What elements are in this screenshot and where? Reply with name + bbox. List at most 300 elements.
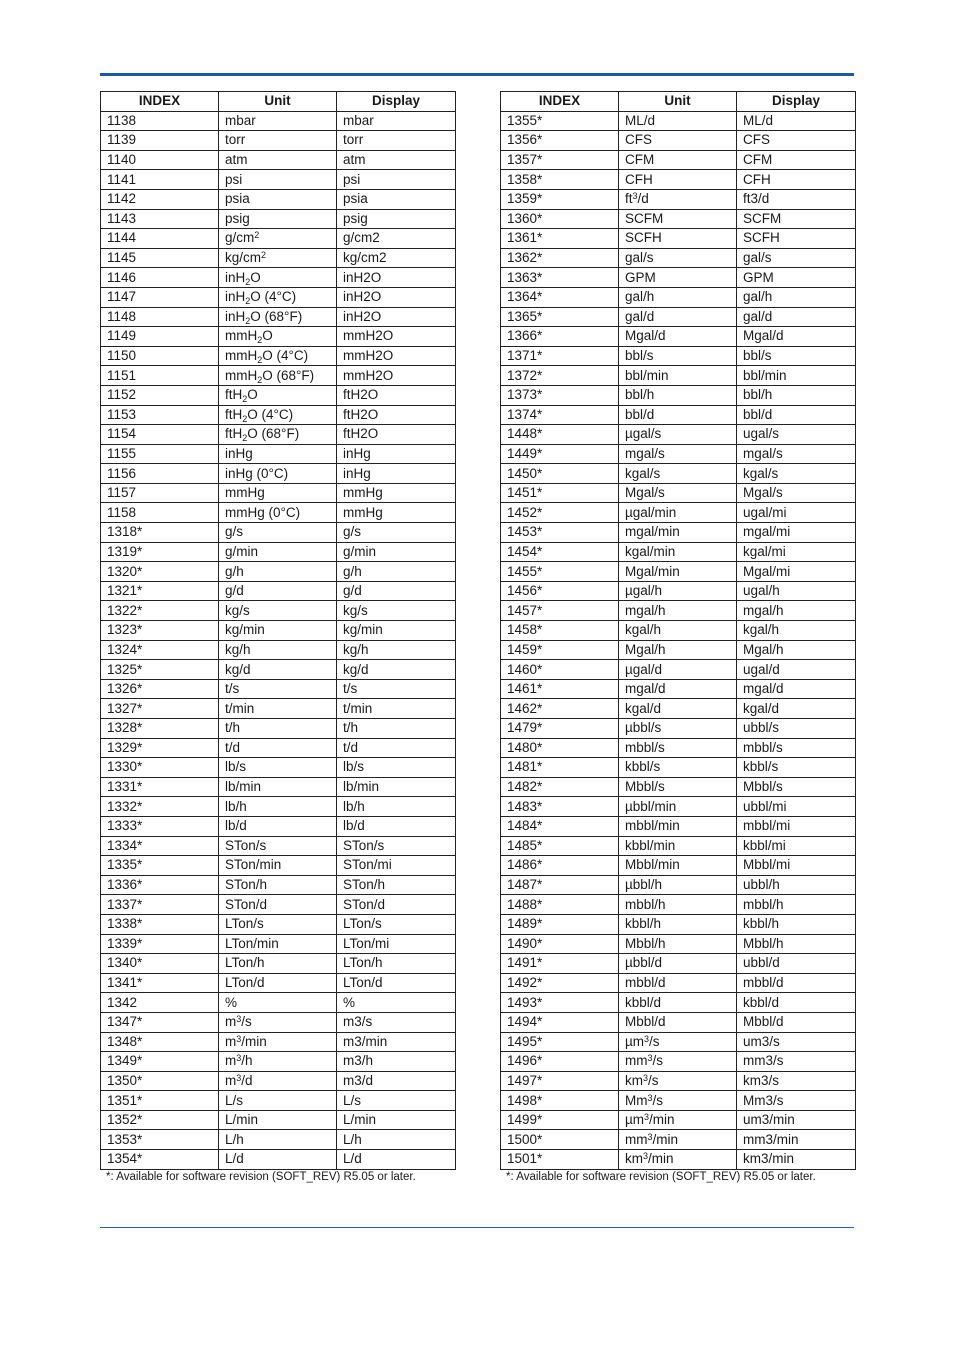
- unit-cell: t/h: [219, 719, 337, 739]
- table-row: [501, 1150, 856, 1170]
- index-cell: 1328*: [101, 719, 219, 739]
- unit-cell: kgal/d: [619, 699, 737, 719]
- unit-cell: STon/min: [219, 856, 337, 876]
- index-cell: 1454*: [501, 542, 619, 562]
- display-cell: kgal/mi: [737, 542, 856, 562]
- table-row: [101, 562, 456, 582]
- index-cell: 1154: [101, 425, 219, 445]
- index-cell: 1152: [101, 385, 219, 405]
- index-cell: 1491*: [501, 954, 619, 974]
- index-cell: 1449*: [501, 444, 619, 464]
- display-cell: g/h: [337, 562, 456, 582]
- unit-cell: mbbl/s: [619, 738, 737, 758]
- unit-header: Unit: [219, 92, 337, 112]
- table-row: [501, 581, 856, 601]
- display-cell: kbbl/h: [737, 914, 856, 934]
- table-row: [101, 719, 456, 739]
- index-cell: 1323*: [101, 621, 219, 641]
- unit-cell: kg/d: [219, 660, 337, 680]
- display-cell: gal/d: [737, 307, 856, 327]
- index-cell: 1498*: [501, 1091, 619, 1111]
- table-row: [101, 189, 456, 209]
- display-cell: LTon/mi: [337, 934, 456, 954]
- display-cell: Mbbl/h: [737, 934, 856, 954]
- index-cell: 1479*: [501, 719, 619, 739]
- table-row: [501, 875, 856, 895]
- table-row: [501, 562, 856, 582]
- table-row: [501, 1110, 856, 1130]
- table-row: [101, 1150, 456, 1170]
- unit-cell: gal/s: [619, 248, 737, 268]
- table-row: [101, 895, 456, 915]
- table-row: [101, 327, 456, 347]
- table-row: [501, 464, 856, 484]
- display-cell: ft3/d: [737, 189, 856, 209]
- index-cell: 1459*: [501, 640, 619, 660]
- unit-cell: inH$_2$O (68°F): [219, 307, 337, 327]
- index-cell: 1352*: [101, 1110, 219, 1130]
- index-cell: 1360*: [501, 209, 619, 229]
- display-cell: gal/h: [737, 287, 856, 307]
- unit-cell: STon/s: [219, 836, 337, 856]
- unit-cell: ML/d: [619, 111, 737, 131]
- unit-cell: µgal/s: [619, 425, 737, 445]
- unit-cell: g/s: [219, 523, 337, 543]
- table-row: [101, 307, 456, 327]
- display-cell: kgal/d: [737, 699, 856, 719]
- table-row: [501, 640, 856, 660]
- table-row: [501, 660, 856, 680]
- display-cell: ftH2O: [337, 385, 456, 405]
- table-row: [501, 523, 856, 543]
- table-row: [501, 973, 856, 993]
- index-cell: 1461*: [501, 679, 619, 699]
- display-cell: ugal/mi: [737, 503, 856, 523]
- table-row: [101, 503, 456, 523]
- table-row: [501, 758, 856, 778]
- unit-cell: kbbl/min: [619, 836, 737, 856]
- table-row: [101, 836, 456, 856]
- display-cell: kg/s: [337, 601, 456, 621]
- display-cell: mbbl/mi: [737, 816, 856, 836]
- index-cell: 1158: [101, 503, 219, 523]
- index-cell: 1453*: [501, 523, 619, 543]
- table-row: [101, 1012, 456, 1032]
- table-row: [501, 346, 856, 366]
- table-row: [501, 150, 856, 170]
- display-cell: atm: [337, 150, 456, 170]
- display-cell: m3/h: [337, 1052, 456, 1072]
- index-header: INDEX: [501, 92, 619, 112]
- index-cell: 1144: [101, 229, 219, 249]
- table-row: [101, 366, 456, 386]
- index-cell: 1333*: [101, 816, 219, 836]
- display-cell: ftH2O: [337, 425, 456, 445]
- index-cell: 1340*: [101, 954, 219, 974]
- unit-cell: LTon/h: [219, 954, 337, 974]
- index-cell: 1362*: [501, 248, 619, 268]
- table-row: [101, 346, 456, 366]
- unit-cell: $mm^3/s$: [619, 1052, 737, 1072]
- index-cell: 1338*: [101, 914, 219, 934]
- display-cell: bbl/s: [737, 346, 856, 366]
- table-row: [101, 229, 456, 249]
- display-cell: t/h: [337, 719, 456, 739]
- unit-cell: µm$^3$/min: [619, 1110, 737, 1130]
- unit-cell: t/s: [219, 679, 337, 699]
- table-row: [501, 1052, 856, 1072]
- display-cell: inHg: [337, 464, 456, 484]
- table-row: [501, 307, 856, 327]
- index-cell: 1339*: [101, 934, 219, 954]
- index-cell: 1153: [101, 405, 219, 425]
- index-cell: 1484*: [501, 816, 619, 836]
- index-cell: 1320*: [101, 562, 219, 582]
- table-row: [501, 131, 856, 151]
- display-cell: STon/d: [337, 895, 456, 915]
- index-cell: 1496*: [501, 1052, 619, 1072]
- table-header-row: [501, 92, 856, 112]
- index-cell: 1480*: [501, 738, 619, 758]
- index-header: INDEX: [101, 92, 219, 112]
- display-cell: Mbbl/s: [737, 777, 856, 797]
- table-row: [501, 425, 856, 445]
- index-cell: 1359*: [501, 189, 619, 209]
- display-cell: Mgal/h: [737, 640, 856, 660]
- index-cell: 1353*: [101, 1130, 219, 1150]
- display-cell: ML/d: [737, 111, 856, 131]
- unit-cell: LTon/d: [219, 973, 337, 993]
- display-header: Display: [737, 92, 856, 112]
- table-row: [101, 934, 456, 954]
- display-cell: g/d: [337, 581, 456, 601]
- unit-cell: lb/d: [219, 816, 337, 836]
- display-cell: mmHg: [337, 483, 456, 503]
- display-cell: inH2O: [337, 307, 456, 327]
- index-cell: 1373*: [501, 385, 619, 405]
- display-cell: Mbbl/mi: [737, 856, 856, 876]
- unit-cell: µgal/h: [619, 581, 737, 601]
- index-cell: 1335*: [101, 856, 219, 876]
- display-cell: ubbl/mi: [737, 797, 856, 817]
- display-cell: L/h: [337, 1130, 456, 1150]
- unit-cell: lb/s: [219, 758, 337, 778]
- unit-cell: µm$^3$/s: [619, 1032, 737, 1052]
- table-row: [501, 1012, 856, 1032]
- unit-cell: kbbl/h: [619, 914, 737, 934]
- table-row: [101, 523, 456, 543]
- unit-cell: Mbbl/s: [619, 777, 737, 797]
- table-row: [501, 797, 856, 817]
- table-row: [501, 934, 856, 954]
- display-cell: lb/h: [337, 797, 456, 817]
- display-cell: ubbl/d: [737, 954, 856, 974]
- index-cell: 1451*: [501, 483, 619, 503]
- index-cell: 1481*: [501, 758, 619, 778]
- table-row: [101, 797, 456, 817]
- index-cell: 1150: [101, 346, 219, 366]
- display-cell: lb/d: [337, 816, 456, 836]
- display-cell: inH2O: [337, 268, 456, 288]
- unit-cell: psi: [219, 170, 337, 190]
- index-cell: 1327*: [101, 699, 219, 719]
- table-row: [101, 1091, 456, 1111]
- unit-cell: LTon/s: [219, 914, 337, 934]
- display-cell: t/s: [337, 679, 456, 699]
- unit-cell: µbbl/min: [619, 797, 737, 817]
- table-row: [101, 954, 456, 974]
- unit-cell: mmH$_2$O: [219, 327, 337, 347]
- index-cell: 1482*: [501, 777, 619, 797]
- display-cell: STon/mi: [337, 856, 456, 876]
- display-cell: mmH2O: [337, 366, 456, 386]
- index-cell: 1483*: [501, 797, 619, 817]
- table-row: [501, 601, 856, 621]
- index-cell: 1329*: [101, 738, 219, 758]
- table-row: [101, 1032, 456, 1052]
- index-cell: 1347*: [101, 1012, 219, 1032]
- unit-cell: inHg: [219, 444, 337, 464]
- index-cell: 1342: [101, 993, 219, 1013]
- table-row: [501, 542, 856, 562]
- display-cell: inHg: [337, 444, 456, 464]
- index-cell: 1371*: [501, 346, 619, 366]
- unit-cell: $kg/cm^2$: [219, 248, 337, 268]
- index-cell: 1142: [101, 189, 219, 209]
- unit-cell: mgal/s: [619, 444, 737, 464]
- index-cell: 1156: [101, 464, 219, 484]
- display-cell: mgal/mi: [737, 523, 856, 543]
- unit-cell: SCFH: [619, 229, 737, 249]
- table-row: [501, 621, 856, 641]
- display-cell: inH2O: [337, 287, 456, 307]
- table-row: [101, 777, 456, 797]
- unit-cell: ftH$_2$O: [219, 385, 337, 405]
- table-row: [101, 914, 456, 934]
- table-row: [501, 170, 856, 190]
- table-row: [501, 856, 856, 876]
- display-cell: lb/s: [337, 758, 456, 778]
- table-row: [101, 483, 456, 503]
- index-cell: 1321*: [101, 581, 219, 601]
- index-cell: 1138: [101, 111, 219, 131]
- table-row: [501, 679, 856, 699]
- unit-table-right: [500, 91, 856, 1170]
- display-cell: mgal/s: [737, 444, 856, 464]
- unit-cell: atm: [219, 150, 337, 170]
- display-cell: um3/s: [737, 1032, 856, 1052]
- index-cell: 1450*: [501, 464, 619, 484]
- display-cell: kg/d: [337, 660, 456, 680]
- table-row: [101, 621, 456, 641]
- index-cell: 1354*: [101, 1150, 219, 1170]
- unit-cell: mbbl/min: [619, 816, 737, 836]
- display-cell: SCFM: [737, 209, 856, 229]
- table-row: [501, 268, 856, 288]
- table-row: [501, 189, 856, 209]
- unit-table-left: [100, 91, 456, 1170]
- table-row: [101, 699, 456, 719]
- index-cell: 1366*: [501, 327, 619, 347]
- unit-cell: bbl/s: [619, 346, 737, 366]
- index-cell: 1493*: [501, 993, 619, 1013]
- index-cell: 1486*: [501, 856, 619, 876]
- index-cell: 1334*: [101, 836, 219, 856]
- unit-cell: Mbbl/min: [619, 856, 737, 876]
- display-cell: bbl/d: [737, 405, 856, 425]
- table-row: [501, 444, 856, 464]
- display-cell: psia: [337, 189, 456, 209]
- display-cell: %: [337, 993, 456, 1013]
- index-cell: 1495*: [501, 1032, 619, 1052]
- index-cell: 1332*: [101, 797, 219, 817]
- unit-cell: kg/h: [219, 640, 337, 660]
- table-row: [501, 248, 856, 268]
- table-row: [501, 287, 856, 307]
- index-cell: 1361*: [501, 229, 619, 249]
- index-cell: 1151: [101, 366, 219, 386]
- display-cell: CFM: [737, 150, 856, 170]
- index-cell: 1140: [101, 150, 219, 170]
- index-cell: 1494*: [501, 1012, 619, 1032]
- index-cell: 1337*: [101, 895, 219, 915]
- index-cell: 1374*: [501, 405, 619, 425]
- table-row: [101, 816, 456, 836]
- index-cell: 1341*: [101, 973, 219, 993]
- table-row: [101, 170, 456, 190]
- display-cell: mm3/s: [737, 1052, 856, 1072]
- index-cell: 1155: [101, 444, 219, 464]
- header-rule: [100, 73, 854, 76]
- table-row: [501, 229, 856, 249]
- table-row: [101, 542, 456, 562]
- display-cell: Mbbl/d: [737, 1012, 856, 1032]
- unit-cell: GPM: [619, 268, 737, 288]
- display-cell: ubbl/s: [737, 719, 856, 739]
- display-cell: mgal/d: [737, 679, 856, 699]
- display-cell: L/d: [337, 1150, 456, 1170]
- display-cell: kg/cm2: [337, 248, 456, 268]
- index-cell: 1355*: [501, 111, 619, 131]
- display-cell: lb/min: [337, 777, 456, 797]
- display-cell: Mgal/d: [737, 327, 856, 347]
- index-cell: 1141: [101, 170, 219, 190]
- table-row: [101, 464, 456, 484]
- unit-cell: Mm$^3$/s: [619, 1091, 737, 1111]
- unit-cell: psig: [219, 209, 337, 229]
- unit-cell: bbl/d: [619, 405, 737, 425]
- unit-cell: µbbl/h: [619, 875, 737, 895]
- unit-cell: t/d: [219, 738, 337, 758]
- index-cell: 1364*: [501, 287, 619, 307]
- display-cell: bbl/min: [737, 366, 856, 386]
- index-cell: 1146: [101, 268, 219, 288]
- table-row: [501, 954, 856, 974]
- table-row: [101, 679, 456, 699]
- display-cell: SCFH: [737, 229, 856, 249]
- unit-cell: mmH$_2$O (68°F): [219, 366, 337, 386]
- table-row: [101, 581, 456, 601]
- unit-cell: STon/h: [219, 875, 337, 895]
- index-cell: 1139: [101, 131, 219, 151]
- index-cell: 1458*: [501, 621, 619, 641]
- unit-cell: Mgal/min: [619, 562, 737, 582]
- index-cell: 1488*: [501, 895, 619, 915]
- table-row: [101, 993, 456, 1013]
- unit-cell: bbl/h: [619, 385, 737, 405]
- display-cell: ugal/d: [737, 660, 856, 680]
- table-row: [501, 1091, 856, 1111]
- display-cell: Mgal/mi: [737, 562, 856, 582]
- unit-header: Unit: [619, 92, 737, 112]
- unit-cell: bbl/min: [619, 366, 737, 386]
- unit-cell: Mgal/d: [619, 327, 737, 347]
- unit-cell: STon/d: [219, 895, 337, 915]
- display-cell: LTon/s: [337, 914, 456, 934]
- index-cell: 1330*: [101, 758, 219, 778]
- left-table-body: [101, 111, 456, 1169]
- unit-cell: $km^3/\min$: [619, 1150, 737, 1170]
- display-cell: t/d: [337, 738, 456, 758]
- unit-cell: CFM: [619, 150, 737, 170]
- unit-cell: µgal/d: [619, 660, 737, 680]
- display-cell: psig: [337, 209, 456, 229]
- unit-cell: kgal/h: [619, 621, 737, 641]
- index-cell: 1363*: [501, 268, 619, 288]
- table-row: [101, 385, 456, 405]
- unit-cell: mgal/d: [619, 679, 737, 699]
- table-row: [101, 209, 456, 229]
- display-cell: kgal/h: [737, 621, 856, 641]
- table-row: [101, 1110, 456, 1130]
- display-cell: Mm3/s: [737, 1091, 856, 1111]
- unit-cell: mgal/h: [619, 601, 737, 621]
- display-cell: km3/min: [737, 1150, 856, 1170]
- unit-cell: SCFM: [619, 209, 737, 229]
- table-row: [101, 640, 456, 660]
- display-cell: t/min: [337, 699, 456, 719]
- display-cell: g/cm2: [337, 229, 456, 249]
- unit-cell: inH$_2$O (4°C): [219, 287, 337, 307]
- display-header: Display: [337, 92, 456, 112]
- index-cell: 1490*: [501, 934, 619, 954]
- unit-cell: mbar: [219, 111, 337, 131]
- display-cell: kbbl/d: [737, 993, 856, 1013]
- table-row: [501, 719, 856, 739]
- unit-cell: lb/min: [219, 777, 337, 797]
- index-cell: 1322*: [101, 601, 219, 621]
- unit-cell: psia: [219, 189, 337, 209]
- unit-cell: L/h: [219, 1130, 337, 1150]
- table-row: [101, 973, 456, 993]
- unit-cell: $g/cm^2$: [219, 229, 337, 249]
- index-cell: 1326*: [101, 679, 219, 699]
- unit-cell: mmHg (0°C): [219, 503, 337, 523]
- table-row: [501, 111, 856, 131]
- display-cell: kg/min: [337, 621, 456, 641]
- unit-cell: mbbl/h: [619, 895, 737, 915]
- index-cell: 1324*: [101, 640, 219, 660]
- index-cell: 1456*: [501, 581, 619, 601]
- unit-cell: CFH: [619, 170, 737, 190]
- index-cell: 1497*: [501, 1071, 619, 1091]
- unit-cell: $km^3/s$: [619, 1071, 737, 1091]
- unit-cell: kgal/min: [619, 542, 737, 562]
- table-row: [101, 738, 456, 758]
- index-cell: 1143: [101, 209, 219, 229]
- index-cell: 1147: [101, 287, 219, 307]
- table-row: [101, 660, 456, 680]
